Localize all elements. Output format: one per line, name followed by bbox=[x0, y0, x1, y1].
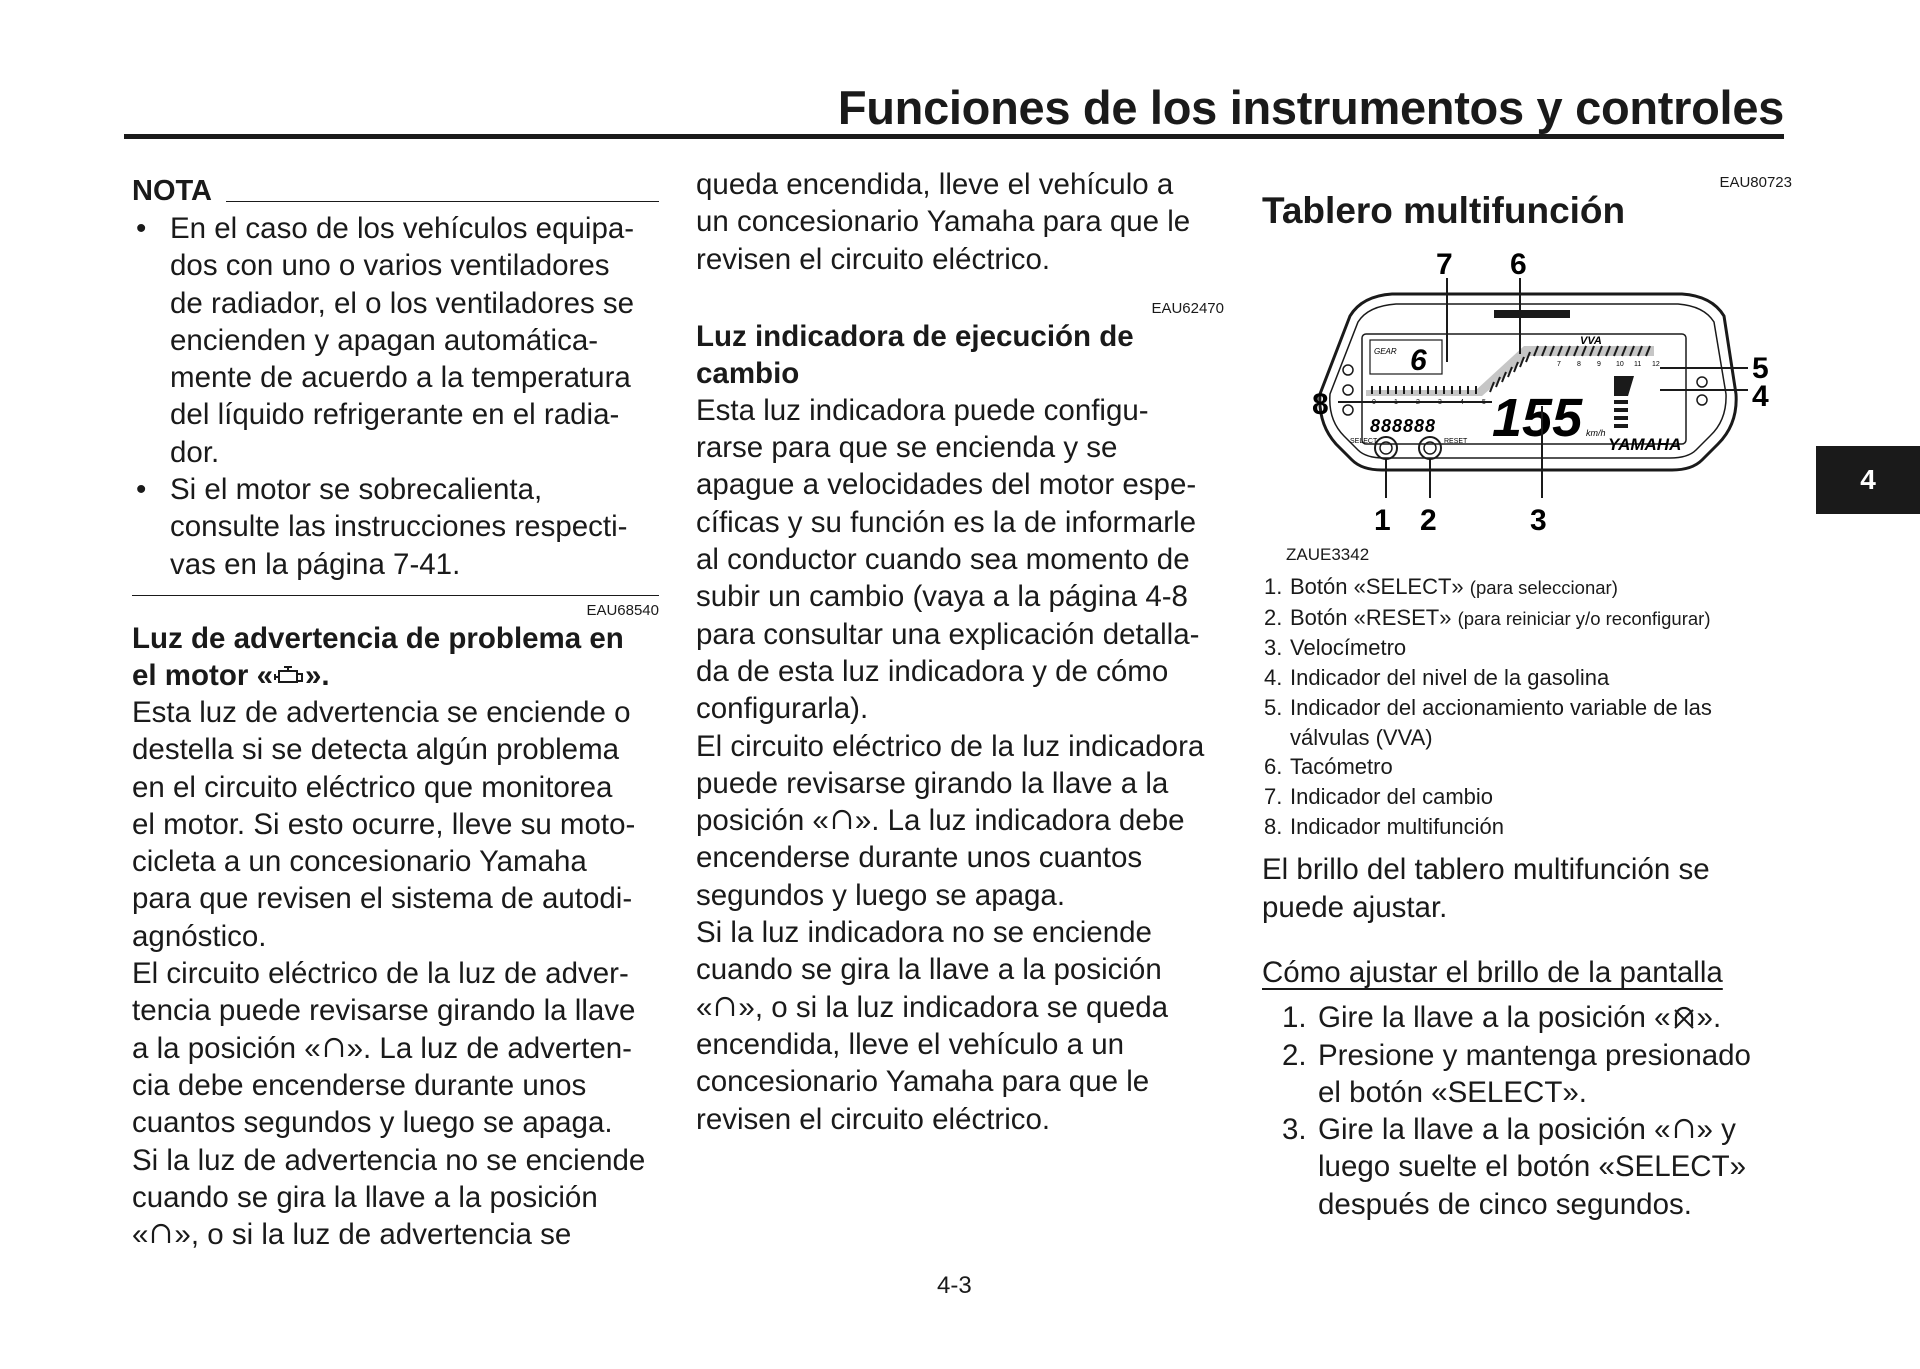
header-rule bbox=[124, 134, 1784, 139]
reset-button-drawing bbox=[1419, 437, 1441, 459]
odometer-value: 888888 bbox=[1370, 416, 1437, 436]
svg-text:10: 10 bbox=[1616, 361, 1624, 368]
step-item: 1. Gire la llave a la posición « ». bbox=[1282, 1001, 1722, 1035]
select-button-drawing bbox=[1375, 437, 1397, 459]
callout-3: 3 bbox=[1530, 504, 1547, 537]
engine-warning-icon bbox=[273, 662, 305, 688]
select-label: SELECT bbox=[1350, 438, 1378, 445]
gear-label: GEAR bbox=[1374, 347, 1397, 356]
callout-7: 7 bbox=[1436, 248, 1453, 281]
svg-text:8: 8 bbox=[1577, 361, 1581, 368]
dashboard-illustration bbox=[1262, 244, 1792, 544]
callout-6: 6 bbox=[1510, 248, 1527, 281]
legend-item: 4. Indicador del nivel de la gasolina bbox=[1264, 665, 1610, 691]
section-code: EAU68540 bbox=[586, 601, 659, 619]
nota-heading bbox=[132, 170, 659, 210]
nota-label: NOTA bbox=[132, 174, 213, 207]
section-title: Luz de advertencia de problema en el motor « ». bbox=[132, 621, 624, 692]
brightness-paragraph: El brillo del tablero multifunción se puede ajustar. bbox=[1262, 853, 1710, 924]
dashboard-diagram bbox=[1262, 244, 1792, 544]
nota-end-rule bbox=[132, 595, 659, 596]
step-item: 3. Gire la llave a la posición « » y luego suelte el botón «SELECT» después de cinco segundos. bbox=[1282, 1113, 1747, 1221]
callout-5: 5 bbox=[1752, 352, 1769, 385]
svg-text:2: 2 bbox=[1416, 399, 1420, 406]
reset-label: RESET bbox=[1444, 438, 1468, 445]
brightness-steps bbox=[1262, 999, 1792, 1223]
section-code: EAU80723 bbox=[1719, 174, 1792, 191]
left-indicators bbox=[1343, 365, 1353, 415]
key-off-icon bbox=[1671, 1004, 1697, 1030]
callout-1: 1 bbox=[1374, 504, 1391, 537]
tach-scale bbox=[1557, 361, 1660, 368]
nota-rule bbox=[226, 201, 659, 202]
diagram-legend bbox=[1262, 572, 1792, 841]
legend-item: 7. Indicador del cambio bbox=[1264, 783, 1494, 809]
legend-item: 6. Tacómetro bbox=[1264, 754, 1393, 780]
svg-text:11: 11 bbox=[1634, 361, 1642, 368]
callout-8: 8 bbox=[1312, 388, 1329, 421]
svg-text:7: 7 bbox=[1557, 361, 1561, 368]
column-2: queda encendida, lleve el vehículo a un concesionario Yamaha para que le revisen el circuito eléctrico. EAU62470 Luz indicadora de ejecución de cambio Esta luz indicadora puede configu- rarse para que se encienda y se apague a velocidades del motor espe- cíficas y su función es la de informarle al conductor cuando sea momento de subir un cambio (vaya a la página 4-8 para consultar una explicación detalla- da de esta luz indicadora y de cómo configurarla). El circuito eléctrico de la luz indicadora puede revisarse girando la llave a la posición « ». La luz indicadora debe encenderse durante unos cuantos segundos y luego se apaga. Si la luz indicadora no se enciende cuando se gira la llave a la posición « », o si la luz indicadora se queda encendida, lleve el vehículo a un concesionario Yamaha para que le revisen el circuito eléctrico. bbox=[696, 168, 1224, 1136]
column-3 bbox=[1262, 170, 1792, 1223]
chapter-tab: 4 bbox=[1816, 446, 1920, 514]
legend-item: 5. Indicador del accionamiento variable de las válvulas (VVA) bbox=[1264, 694, 1712, 750]
svg-text:4: 4 bbox=[1460, 399, 1464, 406]
legend-item: 2. Botón «RESET» (para reiniciar y/o reconfigurar) bbox=[1264, 604, 1711, 630]
step-item: 2. Presione y mantenga presionado el botón «SELECT». bbox=[1282, 1038, 1751, 1109]
section-code: EAU62470 bbox=[1151, 299, 1224, 317]
page-title: Funciones de los instrumentos y controles bbox=[837, 81, 1784, 134]
key-on-icon bbox=[712, 994, 738, 1020]
gear-value: 6 bbox=[1410, 344, 1427, 377]
legend-item: 8. Indicador multifunción bbox=[1264, 813, 1505, 839]
figure-code: ZAUE3342 bbox=[1286, 545, 1370, 564]
legend-item: 1. Botón «SELECT» (para seleccionar) bbox=[1264, 574, 1618, 599]
nota-bullet: • Si el motor se sobrecalienta, consulte las instrucciones respecti- vas en la página 7-41. bbox=[136, 473, 628, 581]
key-on-icon bbox=[1671, 1116, 1697, 1142]
svg-text:9: 9 bbox=[1597, 361, 1601, 368]
key-on-icon bbox=[321, 1035, 347, 1061]
brand-logo: YAMAHA bbox=[1608, 435, 1682, 454]
legend-item: 3. Velocímetro bbox=[1264, 635, 1407, 661]
svg-text:5: 5 bbox=[1482, 399, 1486, 406]
svg-text:0: 0 bbox=[1372, 399, 1376, 406]
section-title: Tablero multifunción bbox=[1262, 190, 1626, 231]
page-number: 4-3 bbox=[937, 1272, 972, 1299]
brightness-subheading: Cómo ajustar el brillo de la pantalla bbox=[1262, 955, 1723, 989]
key-on-icon bbox=[148, 1221, 174, 1247]
shift-light-bar bbox=[1494, 310, 1570, 318]
key-on-icon bbox=[829, 807, 855, 833]
column-1: NOTA • En el caso de los vehículos equipa- dos con uno o varios ventiladores de radiador, el o los ventiladores se encienden y apagan automática- mente de acuerdo a la temperatura del líquido refrigerante en el radia- dor. • Si el motor se sobrecalienta, consulte las instrucciones respecti- vas en la página 7-41. EAU68540 Luz de advertencia de problema en el motor « ». Esta luz de advertencia se enciende o destella si se detecta algún problema en el circuito eléctrico que monitorea el motor. Si esto ocurre, lleve su moto- cicleta a un concesionario Yamaha para que revisen el sistema de autodi- agnóstico. El circuito eléctrico de la luz de adver- tencia puede revisarse girando la llave a la posición « ». La luz de adverten- cia debe encenderse durante unos cuantos segundos y luego se apaga. Si la luz de advertencia no se enciende cuando se gira la llave a la posición « », o si la luz de advertencia se bbox=[132, 170, 659, 1253]
callout-2: 2 bbox=[1420, 504, 1437, 537]
svg-text:12: 12 bbox=[1652, 361, 1660, 368]
nota-bullet: • En el caso de los vehículos equipa- dos con uno o varios ventiladores de radiador, el o los ventiladores se encienden y apagan automática- mente de acuerdo a la temperatura del líquido refrigerante en el radia- dor. bbox=[136, 212, 635, 469]
speed-unit: km/h bbox=[1586, 428, 1606, 438]
gear-box bbox=[1370, 340, 1442, 374]
vva-label: VVA bbox=[1580, 335, 1602, 347]
fuel-gauge bbox=[1614, 376, 1634, 428]
callout-4: 4 bbox=[1752, 380, 1769, 413]
section-title: Luz indicadora de ejecución de cambio bbox=[696, 319, 1134, 390]
speed-value: 155 bbox=[1492, 388, 1583, 448]
svg-text:1: 1 bbox=[1394, 399, 1398, 406]
svg-text:3: 3 bbox=[1438, 399, 1442, 406]
